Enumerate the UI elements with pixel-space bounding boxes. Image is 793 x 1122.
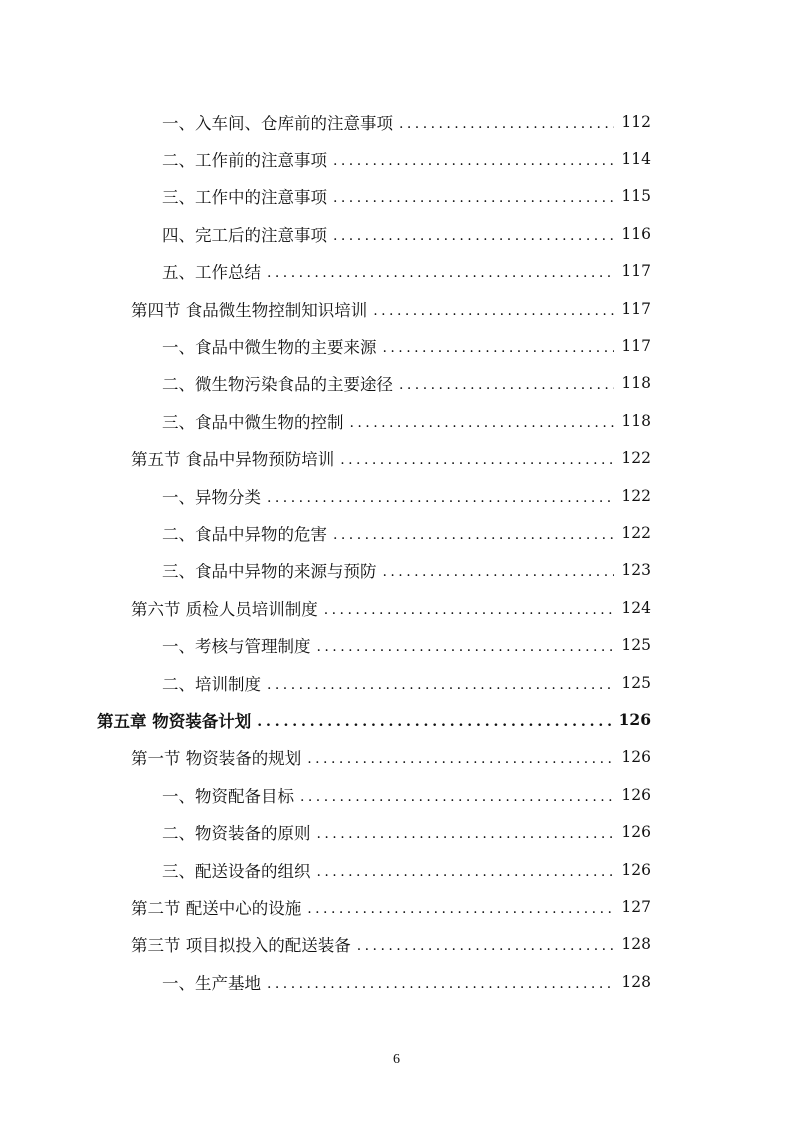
- toc-entry-title: 三、食品中异物的来源与预防: [162, 562, 377, 582]
- toc-entry-title: 第三节 项目拟投入的配送装备: [131, 936, 351, 956]
- toc-entry[interactable]: [0, 963, 793, 1000]
- toc-entry[interactable]: [0, 664, 793, 701]
- toc-entry-title: 一、异物分类: [162, 487, 261, 507]
- toc-entry-page: 122: [621, 486, 651, 505]
- toc-entry-title: 一、食品中微生物的主要来源: [162, 338, 377, 358]
- toc-leader-dots: [350, 416, 615, 430]
- toc-entry[interactable]: [0, 813, 793, 850]
- toc-section-entry[interactable]: [0, 589, 793, 626]
- toc-section-entry[interactable]: [0, 739, 793, 776]
- toc-leader-dots: [267, 491, 614, 505]
- toc-entry-page: 126: [621, 785, 651, 804]
- toc-entry-title: 五、工作总结: [162, 263, 261, 283]
- toc-entry-title: 第一节 物资装备的规划: [131, 749, 302, 769]
- toc-entry-page: 112: [621, 112, 651, 131]
- toc-leader-dots: [333, 528, 614, 542]
- toc-entry-title: 第四节 食品微生物控制知识培训: [131, 300, 368, 320]
- toc-entry[interactable]: [0, 626, 793, 663]
- toc-leader-dots: [333, 154, 614, 168]
- toc-entry-page: 117: [621, 262, 651, 281]
- toc-entry-title: 一、入车间、仓库前的注意事项: [162, 113, 393, 133]
- toc-entry-page: 122: [621, 449, 651, 468]
- toc-entry[interactable]: [0, 253, 793, 290]
- toc-entry-page: 126: [621, 748, 651, 767]
- toc-entry[interactable]: [0, 103, 793, 140]
- toc-entry-page: 115: [621, 187, 651, 206]
- toc-leader-dots: [307, 752, 614, 766]
- toc-entry-page: 114: [621, 150, 651, 169]
- toc-entry-page: 128: [621, 935, 651, 954]
- toc-entry-page: 126: [621, 860, 651, 879]
- toc-entry[interactable]: [0, 365, 793, 402]
- toc-leader-dots: [333, 229, 614, 243]
- toc-leader-dots: [340, 453, 614, 467]
- toc-leader-dots: [373, 304, 614, 318]
- toc-entry-title: 一、物资配备目标: [162, 786, 294, 806]
- toc-entry[interactable]: [0, 215, 793, 252]
- toc-entry[interactable]: [0, 514, 793, 551]
- toc-leader-dots: [333, 191, 614, 205]
- toc-entry-title: 三、工作中的注意事项: [162, 188, 327, 208]
- toc-entry-title: 一、考核与管理制度: [162, 637, 311, 657]
- toc-leader-dots: [357, 939, 614, 953]
- toc-entry[interactable]: [0, 552, 793, 589]
- toc-leader-dots: [317, 640, 615, 654]
- toc-entry[interactable]: [0, 178, 793, 215]
- toc-leader-dots: [399, 117, 614, 131]
- toc-entry-page: 127: [621, 897, 651, 916]
- toc-entry-page: 117: [621, 299, 651, 318]
- toc-leader-dots: [267, 977, 614, 991]
- toc-entry-title: 二、微生物污染食品的主要途径: [162, 375, 393, 395]
- toc-entry[interactable]: [0, 477, 793, 514]
- page-number-footer: 6: [393, 1052, 400, 1067]
- toc-leader-dots: [307, 902, 614, 916]
- toc-leader-dots: [399, 378, 614, 392]
- toc-entry[interactable]: [0, 327, 793, 364]
- table-of-contents: [0, 103, 793, 1000]
- toc-entry-title: 二、食品中异物的危害: [162, 524, 327, 544]
- toc-entry-title: 三、配送设备的组织: [162, 861, 311, 881]
- toc-entry[interactable]: [0, 402, 793, 439]
- toc-section-entry[interactable]: [0, 440, 793, 477]
- toc-entry-page: 124: [621, 598, 651, 617]
- toc-section-entry[interactable]: [0, 926, 793, 963]
- toc-entry-title: 三、食品中微生物的控制: [162, 412, 344, 432]
- toc-entry-page: 118: [621, 411, 651, 430]
- toc-entry-page: 126: [618, 710, 651, 730]
- toc-leader-dots: [257, 715, 614, 729]
- toc-leader-dots: [317, 865, 615, 879]
- toc-entry-page: 128: [621, 972, 651, 991]
- toc-entry[interactable]: [0, 776, 793, 813]
- toc-leader-dots: [324, 603, 614, 617]
- toc-entry-page: 122: [621, 523, 651, 542]
- toc-entry-title: 第六节 质检人员培训制度: [131, 599, 318, 619]
- toc-entry-page: 116: [621, 224, 651, 243]
- toc-entry-title: 第五节 食品中异物预防培训: [131, 450, 335, 470]
- toc-entry-title: 四、完工后的注意事项: [162, 225, 327, 245]
- toc-leader-dots: [383, 341, 615, 355]
- toc-entry-page: 126: [621, 823, 651, 842]
- toc-entry-title: 一、生产基地: [162, 973, 261, 993]
- toc-entry[interactable]: [0, 851, 793, 888]
- toc-entry-page: 123: [621, 561, 651, 580]
- toc-section-entry[interactable]: [0, 888, 793, 925]
- toc-entry-title: 第五章 物资装备计划: [97, 711, 252, 731]
- toc-chapter-entry[interactable]: [0, 701, 793, 738]
- toc-leader-dots: [383, 565, 615, 579]
- toc-leader-dots: [300, 790, 614, 804]
- toc-entry-title: 二、培训制度: [162, 674, 261, 694]
- toc-leader-dots: [267, 266, 614, 280]
- toc-section-entry[interactable]: [0, 290, 793, 327]
- toc-entry-page: 125: [621, 636, 651, 655]
- toc-entry[interactable]: [0, 140, 793, 177]
- toc-entry-page: 125: [621, 673, 651, 692]
- toc-entry-title: 二、工作前的注意事项: [162, 151, 327, 171]
- toc-entry-page: 118: [621, 374, 651, 393]
- toc-entry-title: 第二节 配送中心的设施: [131, 898, 302, 918]
- toc-leader-dots: [317, 827, 615, 841]
- toc-leader-dots: [267, 678, 614, 692]
- toc-entry-page: 117: [621, 337, 651, 356]
- toc-entry-title: 二、物资装备的原则: [162, 824, 311, 844]
